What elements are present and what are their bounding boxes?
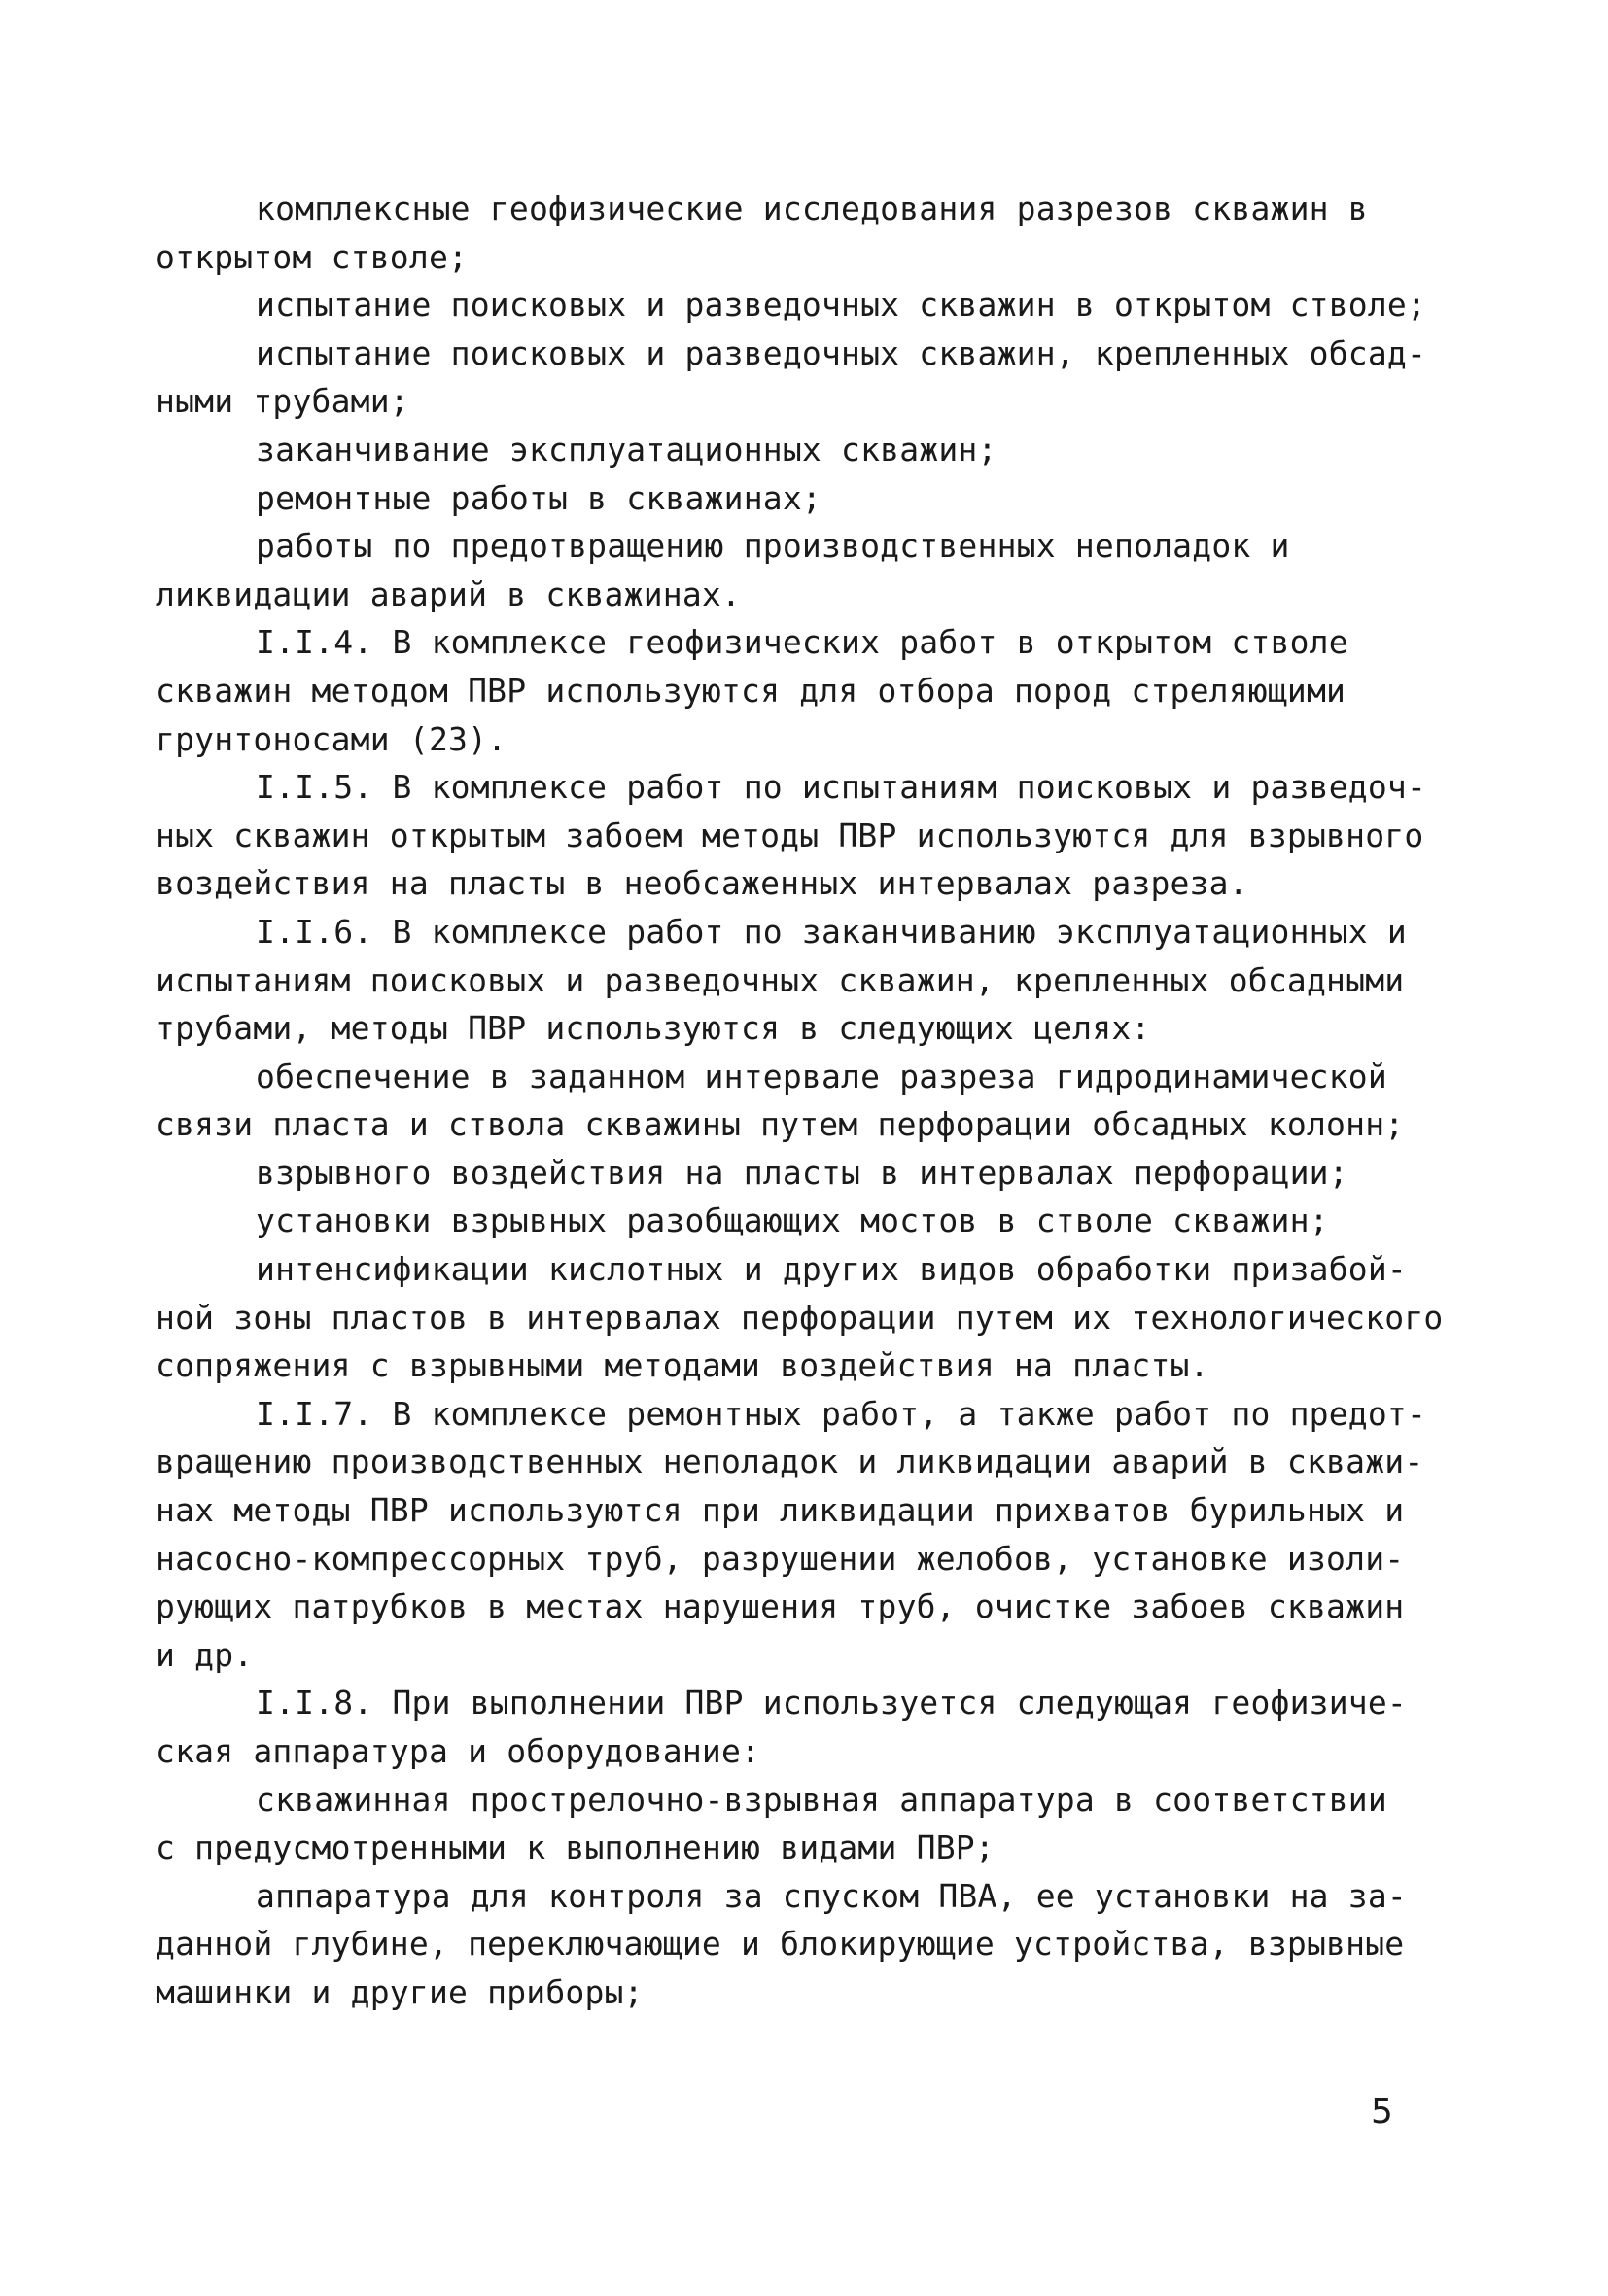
text-line: данной глубине, переключающие и блокирующие устройства, взрывные	[156, 1925, 1405, 1964]
text-line: работы по предотвращению производственных неполадок и	[256, 527, 1290, 566]
text-line: I.I.7. В комплексе ремонтных работ, а также работ по предот-	[256, 1394, 1427, 1433]
text-line: ремонтные работы в скважинах;	[256, 478, 821, 517]
text-line: I.I.6. В комплексе работ по заканчиванию эксплуатационных и	[256, 912, 1407, 951]
text-line: с предусмотренными к выполнению видами ПВР;	[156, 1828, 995, 1867]
text-line: рующих патрубков в местах нарушения труб, очистке забоев скважин	[156, 1587, 1405, 1626]
text-line: трубами, методы ПВР используются в следующих целях:	[156, 1009, 1151, 1048]
text-line: испытание поисковых и разведочных скважин, крепленных обсад-	[256, 333, 1427, 372]
text-line: открытом стволе;	[156, 237, 469, 276]
text-line: связи пласта и ствола скважины путем перфорации обсадных колонн;	[156, 1105, 1405, 1144]
text-line: комплексные геофизические исследования разрезов скважин в	[256, 190, 1368, 227]
text-line: аппаратура для контроля за спуском ПВА, ее установки на за-	[256, 1876, 1407, 1915]
text-line: скважин методом ПВР используются для отбора пород стреляющими	[156, 671, 1346, 710]
text-line: I.I.4. В комплексе геофизических работ в открытом стволе	[256, 623, 1348, 662]
text-line: вращению производственных неполадок и ликвидации аварий в скважи-	[156, 1443, 1424, 1481]
text-line: испытаниям поисковых и разведочных скважин, крепленных обсадными	[156, 960, 1405, 999]
text-line: заканчивание эксплуатационных скважин;	[256, 430, 997, 469]
text-line: грунтоносами (23).	[156, 719, 507, 758]
text-line: ликвидации аварий в скважинах.	[156, 574, 742, 613]
text-line: сопряжения с взрывными методами воздействия на пласты.	[156, 1346, 1209, 1385]
text-line: установки взрывных разобщающих мостов в стволе скважин;	[256, 1201, 1329, 1240]
text-line: I.I.5. В комплексе работ по испытаниям поисковых и разведоч-	[256, 768, 1427, 807]
text-line: обеспечение в заданном интервале разреза гидродинамической	[256, 1057, 1387, 1096]
text-line: ными трубами;	[156, 382, 409, 421]
text-line: испытание поисковых и разведочных скважин в открытом стволе;	[256, 286, 1427, 325]
text-line: и др.	[156, 1635, 254, 1674]
text-line: интенсификации кислотных и других видов обработки призабой-	[256, 1250, 1407, 1289]
text-line: взрывного воздействия на пласты в интервалах перфорации;	[256, 1153, 1348, 1192]
text-line: ская аппаратура и оборудование:	[156, 1732, 761, 1770]
text-line: насосно-компрессорных труб, разрушении желобов, установке изоли-	[156, 1539, 1405, 1578]
page-number: 5	[1371, 2092, 1393, 2132]
document-body	[156, 185, 1478, 2017]
text-line: воздействия на пласты в необсаженных интервалах разреза.	[156, 864, 1248, 903]
text-line: машинки и другие приборы;	[156, 1972, 644, 2011]
text-line: ных скважин открытым забоем методы ПВР используются для взрывного	[156, 816, 1424, 854]
text-line: I.I.8. При выполнении ПВР используется следующая геофизиче-	[256, 1684, 1407, 1722]
text-line: нах методы ПВР используются при ликвидации прихватов бурильных и	[156, 1491, 1405, 1530]
text-line: скважинная прострелочно-взрывная аппаратура в соответствии	[256, 1780, 1387, 1819]
text-line: ной зоны пластов в интервалах перфорации путем их технологического	[156, 1298, 1444, 1337]
